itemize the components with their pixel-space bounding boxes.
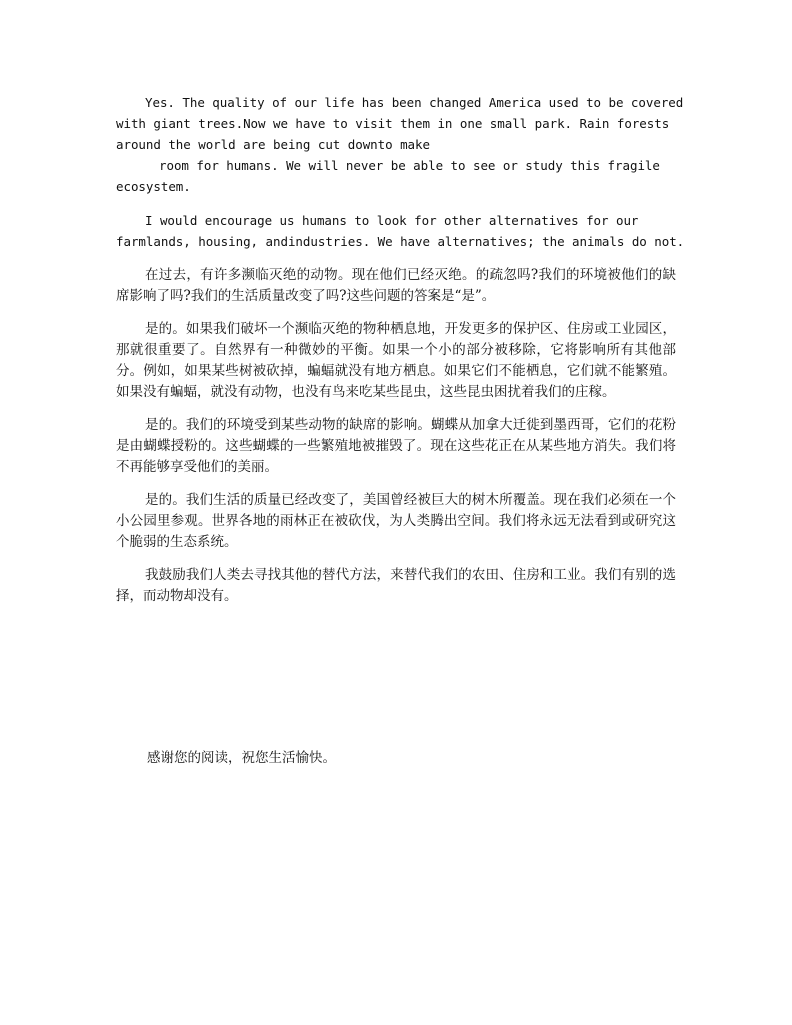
text-line: ecosystem.	[116, 179, 191, 194]
english-paragraph-1	[116, 92, 684, 197]
document-body	[116, 92, 685, 619]
text-line: room for humans. We will never be able to see or study this fragile	[159, 158, 660, 173]
chinese-paragraph-5: 我鼓励我们人类去寻找其他的替代方法，来替代我们的农田、住房和工业。我们有别的选择，而动物却没有。	[116, 567, 676, 604]
text-line: around the world are being cut downto make	[116, 137, 430, 152]
chinese-paragraph-3: 是的。我们的环境受到某些动物的缺席的影响。蝴蝶从加拿大迁徙到墨西哥，它们的花粉是由蝴蝶授粉的。这些蝴蝶的一些繁殖地被摧毁了。现在这些花正在从某些地方消失。我们将不再能够享受他们的美丽。	[116, 417, 676, 475]
chinese-paragraph-2: 是的。如果我们破坏一个濒临灭绝的物种栖息地，开发更多的保护区、住房或工业园区，那就很重要了。自然界有一种微妙的平衡。如果一个小的部分被移除，它将影响所有其他部分。例如，如果某些树被砍掉，蝙蝠就没有地方栖息。如果它们不能栖息，它们就不能繁殖。如果没有蝙蝠，就没有动物，也没有鸟来吃某些昆虫，这些昆虫困扰着我们的庄稼。	[116, 321, 676, 400]
text-line: I would encourage us humans to look for other alternatives for our	[145, 213, 639, 228]
text-line: farmlands, housing, andindustries. We have alternatives; the animals do not.	[116, 234, 685, 249]
text-line: Yes. The quality of our life has been changed America used to be covered	[145, 95, 684, 110]
english-paragraph-2	[116, 210, 685, 252]
text-line: with giant trees.Now we have to visit them in one small park. Rain forests	[116, 116, 670, 131]
chinese-paragraph-4: 是的。我们生活的质量已经改变了，美国曾经被巨大的树木所覆盖。现在我们必须在一个小公园里参观。世界各地的雨林正在被砍伐，为人类腾出空间。我们将永远无法看到或研究这个脆弱的生态系统。	[116, 492, 676, 550]
closing-line: 感谢您的阅读，祝您生活愉快。	[147, 750, 336, 766]
chinese-paragraph-1: 在过去，有许多濒临灭绝的动物。现在他们已经灭绝。的疏忽吗?我们的环境被他们的缺席影响了吗?我们的生活质量改变了吗?这些问题的答案是“是”。	[116, 267, 676, 304]
